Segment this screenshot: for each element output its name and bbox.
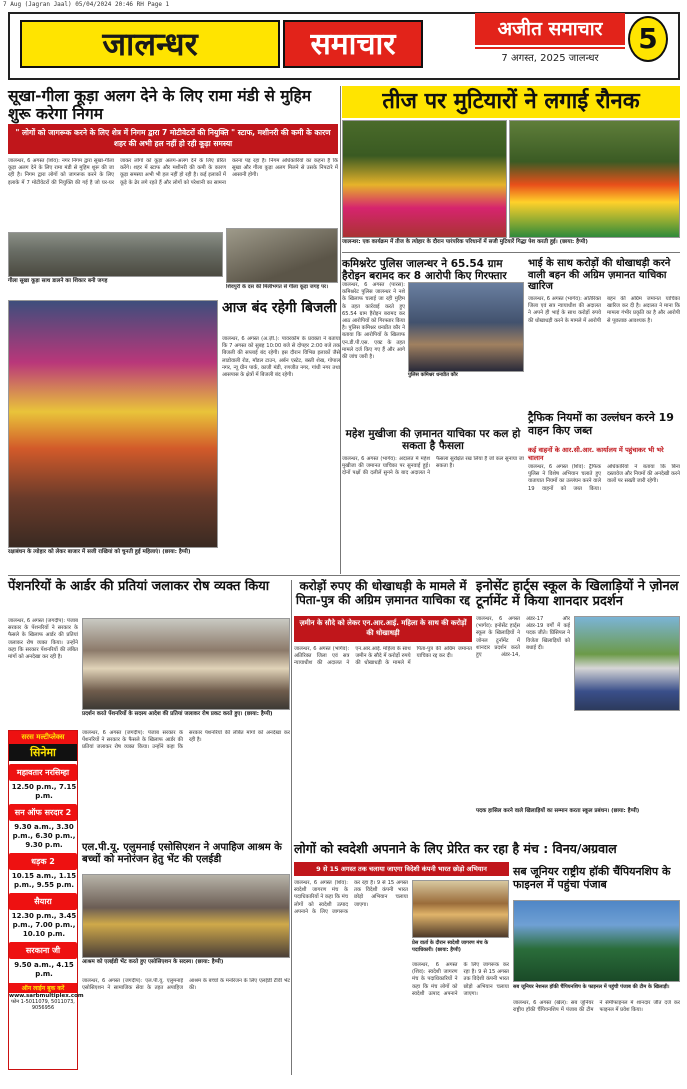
column-rule xyxy=(291,580,292,1075)
photo-swadeshi-press xyxy=(412,880,509,938)
film-title: सैयारा xyxy=(9,893,77,910)
subhead-garbage: " लोगों को जागरूक करने के लिए शेत्र में निगम द्वारा 7 मोटीवेटरों की नियुक्ति " स्टाफ, मशीनरी की कमी के कारण शहर की अभी हल नहीं हो रही कूड़ा समस्या xyxy=(8,124,338,154)
headline-innocent-hearts: इनोसेंट हार्ट्स स्कूल के खिलाड़ियों ने ज़ोनल टूर्नामेंट में किया शानदार प्रदर्शन xyxy=(476,579,679,609)
photo-teej-left xyxy=(342,120,507,238)
headline-swadeshi: लोगों को स्वदेशी अपनाने के लिए प्रेरित कर रहा है मंच : विनय/अग्रवाल xyxy=(294,841,617,856)
page-number: 5 xyxy=(628,16,668,62)
film-showtimes: 10.15 a.m., 1.15 p.m., 9.55 p.m. xyxy=(11,872,77,889)
subhead-traffic: कई वाहनों के आर.सी.आर. कार्यालय में पहुंचाकर भी भरे चालान xyxy=(528,446,664,462)
film-showtimes: 12.50 p.m., 7.15 p.m. xyxy=(11,783,77,800)
headline-sister-fraud: भाई के साथ करोड़ों की धोखाधड़ी करने वाली बहन की अग्रिम ज़मानत याचिका खारिज xyxy=(528,258,671,292)
headline-mahesh-bail: महेश मुखीजा की ज़मानत याचिका पर कल हो सकता है फैसला xyxy=(345,428,521,453)
headline-garbage: सूखा-गीला कूड़ा अलग देने के लिए रामा मंडी से मुहिम शुरू करेगा निगम xyxy=(8,87,312,123)
booking-phones: फोन 1-5011079, 5011073, 9056956 xyxy=(11,999,75,1011)
body-power-cut: जालन्धर, 6 अगस्त (अ.ज़ी.): पावरकॉम के प्रवक्ता ने बताया कि 7 अगस्त को सुबह 10:00 बजे से दोपहर 2:00 बजे तक बिजली की सप्लाई बंद रहेगी। इस दौरान विभिन्न इलाकों जैसे लाडोवाली रोड, मॉडल टाउन, अर्बन एस्टेट, बस्ती शेख, गोपाल नगर, न्यू ग्रीन पार्क, काजी मंडी, रणजीत नगर, गांधी नगर तथा आसपास के क्षेत्रों में बिजली बंद रहेगी। xyxy=(222,336,340,379)
caption-innocent-hearts: पदक हासिल करने वाले खिलाड़ियों का सम्मान करता स्कूल प्रबंधन। (छाया: हैप्पी) xyxy=(476,808,640,814)
photo-rakhi-market xyxy=(8,300,218,548)
photo-innocent-hearts xyxy=(574,616,680,711)
body-traffic: जालन्धर, 6 अगस्त (शिव): ट्रैफिक पुलिस ने विशेष अभियान चलाते हुए यातायात नियमों का उल्लंघन करने वाले 19 वाहनों को जब्त किया। अधिकारियों ने बताया कि बिना दस्तावेज और नियमों की अनदेखी करने वालों पर सख्ती जारी रहेगी। xyxy=(528,464,680,492)
booking-label: ऑन लाईन बुक करें xyxy=(9,983,77,993)
divider xyxy=(342,252,680,253)
body-swadeshi-cont: जालन्धर, 6 अगस्त (शिव): स्वदेशी जागरण मंच के पदाधिकारियों ने कहा कि मंच लोगों को स्वदेशी उत्पाद अपनाने के लिए जागरूक कर रहा है। 9 से 15 अगस्त तक विदेशी कंपनी भारत छोड़ो अभियान चलाया जाएगा। xyxy=(412,962,509,997)
newspaper-brand: अजीत समाचार xyxy=(475,13,625,45)
cinema-subtitle: सिनेमा xyxy=(9,744,77,761)
column-rule xyxy=(340,86,341,574)
headline-lpu-led: एल.पी.यू. एलुमनाई एसोसिएशन ने अपाहिज आश्रम के बच्चों को मनोरंजन हेतु भेंट की एलईडी xyxy=(82,842,282,865)
film-showtimes: 9.30 a.m., 3.30 p.m., 6.30 p.m., 9.30 p.m. xyxy=(12,823,76,849)
body-police-heroin: जालन्धर, 6 अगस्त (पारस): कमिश्नरेट पुलिस जालन्धर ने नशे के खिलाफ चलाई जा रही मुहिम के तहत कार्रवाई करते हुए 65.54 ग्राम हैरोइन बरामद कर आठ आरोपियों को गिरफ्तार किया है। पुलिस कमिश्नर धनप्रीत कौर ने बताया कि आरोपियों के खिलाफ एन.डी.पी.एस. एक्ट के तहत मामले दर्ज किए गए हैं और आगे की जांच जारी है। xyxy=(342,282,405,361)
caption-hockey: सब जूनियर नेशनल हॉकी चैंपियनशिप के फाइनल में पहुंची पंजाब की टीम के खिलाड़ी। xyxy=(513,984,670,990)
body-pension-cont: जालन्धर, 6 अगस्त (जगदीप): पंजाब सरकार के पेंशनरियों ने सरकार के फैसले के खिलाफ आर्डर की प्रतियां जलाकर रोष व्यक्त किया। उन्होंने कहा कि सरकार पेंशनरियों की लंबित मांगों को अनदेखा कर रही है। xyxy=(82,730,290,751)
photo-garbage-dump xyxy=(226,228,338,283)
caption-swadeshi: प्रेस वार्ता के दौरान स्वदेशी जागरण मंच के पदाधिकारी। (छाया: हैप्पी) xyxy=(412,940,489,953)
film-showtimes: 12.30 p.m., 3.45 p.m., 7.00 p.m., 10.10 p.m. xyxy=(11,912,77,938)
film-title: सन ऑफ सरदार 2 xyxy=(9,804,77,821)
body-father-son-fraud: जालन्धर, 6 अगस्त (भार्गव): अतिरिक्त जिला एवं सत्र न्यायाधीश की अदालत ने एन.आर.आई. महिला के साथ जमीन के सौदे में करोड़ों रुपये की धोखाधड़ी के मामले में पिता-पुत्र की अग्रिम जमानत याचिका रद्द कर दी। xyxy=(294,646,472,667)
caption-teej: जालन्धर: एक कार्यक्रम में तीज के त्योहार के दौरान पारंपरिक परिधानों में सजी मुटियारें गिद्धा पेश करती हुई। (छाया: हैप्पी) xyxy=(342,239,588,245)
headline-father-son-fraud: करोड़ों रुपए की धोखाधड़ी के मामले में पिता-पुत्र की अग्रिम ज़मानत याचिका रद्द xyxy=(295,579,471,607)
photo-hockey-team xyxy=(513,900,680,982)
edition-date: 7 अगस्त, 2025 जालन्धर xyxy=(475,47,625,67)
caption-garbage-2: शिवपुरी के दस की मिलीभगत से गीला कूड़ा जगह पर। xyxy=(226,284,329,290)
photo-pensioners-protest xyxy=(82,618,290,710)
photo-lpu-led xyxy=(82,874,290,958)
cinema-title: सरस मल्टीप्लेक्स xyxy=(9,731,77,744)
body-pensioners: जालन्धर, 6 अगस्त (जगदीप): पंजाब सरकार के पेंशनरियों ने सरकार के फैसले के खिलाफ आर्डर की प्रतियां जलाकर रोष व्यक्त किया। उन्होंने कहा कि सरकार पेंशनरियों की लंबित मांगों को अनदेखा कर रही है। xyxy=(8,618,78,661)
film-title: सरकाना जी xyxy=(9,942,77,959)
body-innocent-hearts: जालन्धर, 6 अगस्त (भार्गव): इनोसेंट हार्ट्स स्कूल के खिलाड़ियों ने जोनल टूर्नामेंट में शानदार प्रदर्शन करते हुए अंडर-14, अंडर-17 और अंडर-19 वर्गों में कई पदक जीते। प्रिंसिपल ने विजेता खिलाड़ियों को बधाई दी। xyxy=(476,616,570,659)
headline-teej: तीज पर मुटियारों ने लगाई रौनक xyxy=(342,86,680,118)
photo-teej-right xyxy=(509,120,680,238)
caption-police: पुलिस कमिश्नर धनप्रीत कौर xyxy=(408,372,458,378)
caption-rakhi-market: रक्षाबंधन के त्योहार को लेकर बाजार में सजी राखियां को चुनती हुई महिलाएं। (छाया: हैप्पी) xyxy=(8,549,191,555)
masthead-city-title: जालन्धर xyxy=(20,20,280,68)
print-slug: 7 Aug (Jagran Jaal) 05/04/2024 20:46 RH Page 1 xyxy=(3,1,170,8)
subhead-father-son-fraud: ज़मीन के सौदे को लेकर एन.आर.आई. महिला के साथ की करोड़ों की धोखाधड़ी xyxy=(294,616,472,642)
booking-url[interactable]: www.sarbmultiplex.com xyxy=(9,993,84,999)
film-title: महावतार नरसिम्हा xyxy=(9,764,77,781)
film-showtimes: 9.50 a.m., 4.15 p.m. xyxy=(14,961,74,978)
caption-lpu-led: आश्रम को एलईडी भेंट करते हुए एसोसिएशन के सदस्य। (छाया: हैप्पी) xyxy=(82,959,224,965)
caption-pensioners: प्रदर्शन करते पेंशनरियों के सदस्य आदेश की प्रतियां जलाकर रोष प्रकट करते हुए। (छाया: हैप्पी) xyxy=(82,711,273,717)
divider xyxy=(8,575,680,576)
body-garbage: जालन्धर, 6 अगस्त (शिव): नगर निगम द्वारा सूखा-गीला कूड़ा अलग देने के लिए रामा मंडी से मुहिम शुरू की जा रही है। निगम द्वारा लोगों को जागरूक करने के लिए इलाके में 7 मोटीवेटरों की नियुक्ति की गई है जो घर-घर जाकर लोगों को कूड़ा अलग-अलग देने के लिए प्रेरित करेंगे। शहर में स्टाफ और मशीनरी की कमी के कारण कूड़ा समस्या अभी भी हल नहीं हो रही है। कई इलाकों में कूड़े के ढेर लगे रहते हैं और लोगों को परेशानी का सामना करना पड़ रहा है। निगम अधिकारियों का कहना है कि सूखा और गीला कूड़ा अलग मिलने से उसके निपटारे में आसानी होगी। xyxy=(8,158,338,186)
headline-hockey: सब जूनियर राष्ट्रीय हॉकी चैंपियनशिप के फाइनल में पहुंचा पंजाब xyxy=(513,865,671,891)
subhead-swadeshi: 9 से 15 अगस्त तक चलाया जाएगा विदेशी कंपनी भारत छोड़ो अभियान xyxy=(294,862,509,876)
body-sister-fraud: जालन्धर, 6 अगस्त (भार्गव): अतिरिक्त जिला एवं सत्र न्यायाधीश की अदालत ने अपने ही भाई के साथ करोड़ों रुपये की धोखाधड़ी करने के मामले में आरोपी बहन की अग्रिम जमानत याचिका खारिज कर दी है। अदालत ने माना कि मामला गंभीर प्रकृति का है और आरोपी से पूछताछ आवश्यक है। xyxy=(528,296,680,324)
body-mahesh-bail: जालन्धर, 6 अगस्त (भार्गव): अदालत में महेश मुखीजा की जमानत याचिका पर सुनवाई हुई। दोनों पक्षों की दलीलें सुनने के बाद अदालत ने फैसला सुरक्षित रख लिया है जो कल सुनाया जा सकता है। xyxy=(342,456,524,477)
headline-pensioners: पेंशनरियों के आर्डर की प्रतियां जलाकर रोष व्यक्त किया xyxy=(8,579,270,594)
body-hockey: जालन्धर, 6 अगस्त (खेल): सब जूनियर राष्ट्रीय हॉकी चैंपियनशिप में पंजाब की टीम ने सेमीफाइनल में शानदार जीत दर्ज कर फाइनल में प्रवेश किया। xyxy=(513,1000,680,1014)
body-lpu-led: जालन्धर, 6 अगस्त (जगदीप): एल.पी.यू. एलुमनाई एसोसिएशन ने सामाजिक सेवा के तहत अपाहिज आश्रम के बच्चों के मनोरंजन के लिए एलईडी टीवी भेंट की। xyxy=(82,978,290,992)
caption-garbage: गीला सूखा कूड़ा साथ डालने का शिकार बनी जगह xyxy=(8,278,108,284)
headline-power-cut: आज बंद रहेगी बिजली xyxy=(222,300,337,316)
photo-police-commissioner xyxy=(408,282,524,372)
film-title: धड़क 2 xyxy=(9,853,77,870)
body-swadeshi: जालन्धर, 6 अगस्त (शिव): स्वदेशी जागरण मंच के पदाधिकारियों ने कहा कि मंच लोगों को स्वदेशी उत्पाद अपनाने के लिए जागरूक कर रहा है। 9 से 15 अगस्त तक विदेशी कंपनी भारत छोड़ो अभियान चलाया जाएगा। xyxy=(294,880,408,915)
headline-police-heroin: कमिश्नरेट पुलिस जालन्धर ने 65.54 ग्राम हैरोइन बरामद कर 8 आरोपी किए गिरफ्तार xyxy=(342,258,507,283)
masthead-section-title: समाचार xyxy=(283,20,423,68)
headline-traffic: ट्रैफिक नियमों का उल्लंघन करने 19 वाहन किए जब्त xyxy=(528,411,674,437)
cinema-listing xyxy=(8,730,84,1070)
photo-garbage-site xyxy=(8,232,223,277)
